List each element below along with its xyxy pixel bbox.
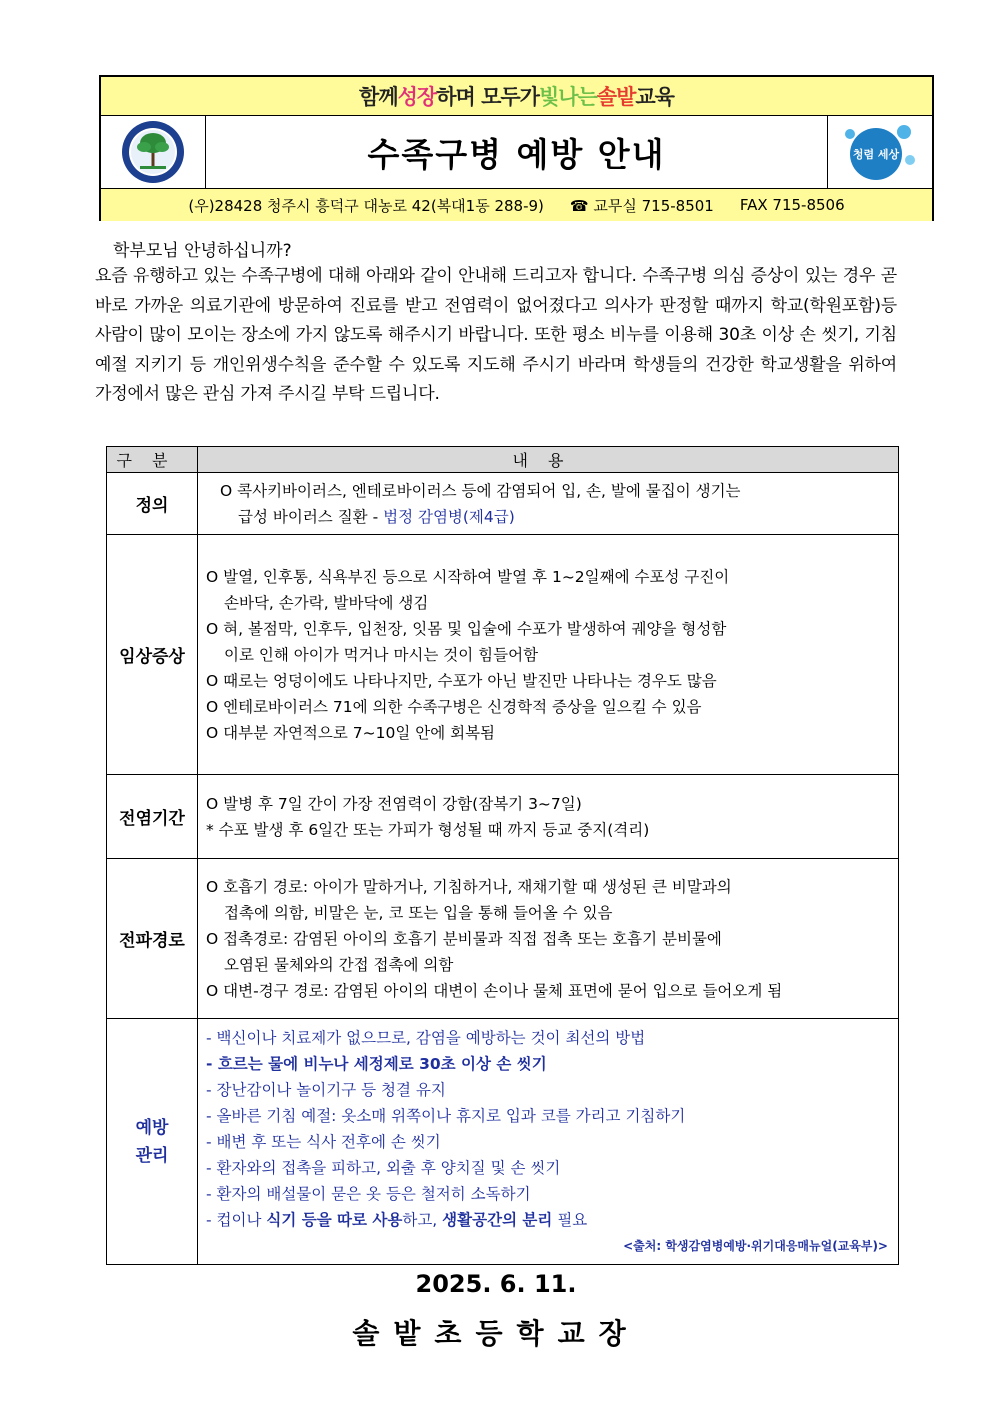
slogan-part: 함께 [359,85,398,109]
prevention-text: - 컵이나 [206,1210,267,1229]
row-label: 전염기간 [107,775,198,859]
integrity-logo-icon [840,120,920,184]
source-note: <출처: 학생감염병예방·위기대응매뉴얼(교육부)> [623,1238,888,1253]
row-label-line: 예방 [135,1117,169,1138]
row-content [198,1019,899,1265]
integrity-logo [827,116,932,188]
prevention-emphasis: 생활공간의 분리 [442,1210,553,1229]
greeting: 학부모님 안녕하십니까? [113,241,292,261]
table-row [107,535,899,775]
row-content [198,535,899,775]
route-line: O 대변-경구 경로: 감염된 아이의 대변이 손이나 물체 표면에 묻어 입으로 들어오게 됨 [206,981,783,1000]
school-principal: 솔밭초등학교장 [352,1317,640,1350]
symptom-line: 이로 인해 아이가 먹거나 마시는 것이 힘들어함 [224,645,539,664]
prevention-line [206,1211,587,1229]
table-header-row [107,447,899,473]
phone: ☎ 교무실 715-8501 [569,196,714,215]
definition-text: 급성 바이러스 질환 - [238,507,384,526]
header-content: 내용 [198,447,899,473]
prevention-text: 필요 [552,1210,588,1229]
period-line: O 발병 후 7일 간이 가장 전염력이 강함(잠복기 3~7일) [206,794,582,813]
row-label: 전파경로 [107,859,198,1019]
row-label [107,1019,198,1265]
symptom-line: O 때로는 엉덩이에도 나타나지만, 수포가 아닌 발진만 나타나는 경우도 많음 [206,671,717,690]
definition-line [220,504,888,530]
prevention-line: - 장난감이나 놀이기구 등 청결 유지 [206,1080,446,1099]
symptom-line: 손바닥, 손가락, 발바닥에 생김 [224,593,429,612]
issue-date: 2025. 6. 11. [415,1270,577,1298]
table-row [107,775,899,859]
table-row [107,473,899,535]
address: (우)28428 청주시 흥덕구 대농로 42(복대1동 288-9) [188,196,544,215]
symptom-line: O 대부분 자연적으로 7~10일 안에 회복됨 [206,723,496,742]
route-line: O 접촉경로: 감염된 아이의 호흡기 분비물과 직접 접촉 또는 호흡기 분비물에 [206,929,722,948]
symptom-line: O 혀, 볼점막, 인후두, 입천장, 잇몸 및 입술에 수포가 발생하여 궤양을 형성함 [206,619,727,638]
info-table [106,446,899,1265]
prevention-emphasis: 식기 등을 따로 사용 [266,1210,403,1229]
row-content [198,859,899,1019]
route-line: 오염된 물체와의 간접 접촉에 의함 [224,955,454,974]
slogan-part: 교육 [635,85,674,109]
letterhead [99,75,934,221]
period-line: * 수포 발생 후 6일간 또는 가피가 형성될 때 까지 등교 중지(격리) [206,820,650,839]
title-row [101,116,932,189]
symptom-line: O 발열, 인후통, 식욕부진 등으로 시작하여 발열 후 1~2일째에 수포성 구진이 [206,567,730,586]
slogan-part: 하며 모두가 [436,85,539,109]
header-category: 구분 [107,447,198,473]
contact-row [101,189,932,221]
legal-category: 법정 감염병(제4급) [383,507,515,526]
row-label: 임상증상 [107,535,198,775]
integrity-logo-text: 청렴 세상 [852,148,900,161]
table-row [107,859,899,1019]
school-slogan [101,77,932,116]
prevention-line: - 올바른 기침 예절: 옷소매 위쪽이나 휴지로 입과 코를 가리고 기침하기 [206,1106,686,1125]
prevention-text: 하고, [402,1210,443,1229]
school-emblem-icon [120,119,186,185]
row-content [198,473,899,535]
table-row [107,1019,899,1265]
row-content [198,775,899,859]
route-line: 접촉에 의함, 비말은 눈, 코 또는 입을 통해 들어올 수 있음 [224,903,613,922]
row-label-line: 관리 [135,1145,169,1166]
slogan-part: 성장 [397,85,437,109]
school-emblem [101,116,206,188]
prevention-line: - 환자의 배설물이 묻은 옷 등은 철저히 소독하기 [206,1184,531,1203]
fax: FAX 715-8506 [739,196,845,214]
slogan-part: 빛나는 [538,85,597,109]
symptom-line: O 엔테로바이러스 71에 의한 수족구병은 신경학적 증상을 일으킬 수 있음 [206,697,702,716]
prevention-line: - 배변 후 또는 식사 전후에 손 씻기 [206,1132,441,1151]
page-title: 수족구병 예방 안내 [367,134,666,174]
prevention-line: - 백신이나 치료제가 없으므로, 감염을 예방하는 것이 최선의 방법 [206,1028,646,1047]
row-label: 정의 [107,473,198,535]
intro-paragraph: 요즘 유행하고 있는 수족구병에 대해 아래와 같이 안내해 드리고자 합니다. 수족구병 의심 증상이 있는 경우 곧바로 가까운 의료기관에 방문하여 진료를 받고 전염력이 없어졌다고 의사가 판정할 때까지 학교(학원포함)등 사람이 많이 모이는 장소에 가지 않도록 해주시기 바랍니다. 또한 평소 비누를 이용해 30초 이상 손 씻기, 기침 예절 지키기 등 개인위생수칙을 준수할 수 있도록 지도해 주시기 바라며 학생들의 건강한 학교생활을 위하여 가정에서 많은 관심 가져 주시길 부탁 드립니다. [95,266,897,404]
definition-line: O 콕사키바이러스, 엔테로바이러스 등에 감염되어 입, 손, 발에 물집이 생기는 [220,481,741,500]
prevention-line: - 흐르는 물에 비누나 세정제로 30초 이상 손 씻기 [206,1054,547,1073]
route-line: O 호흡기 경로: 아이가 말하거나, 기침하거나, 재채기할 때 생성된 큰 비말과의 [206,877,732,896]
slogan-part: 솔밭 [596,85,636,109]
prevention-line: - 환자와의 접촉을 피하고, 외출 후 양치질 및 손 씻기 [206,1158,561,1177]
